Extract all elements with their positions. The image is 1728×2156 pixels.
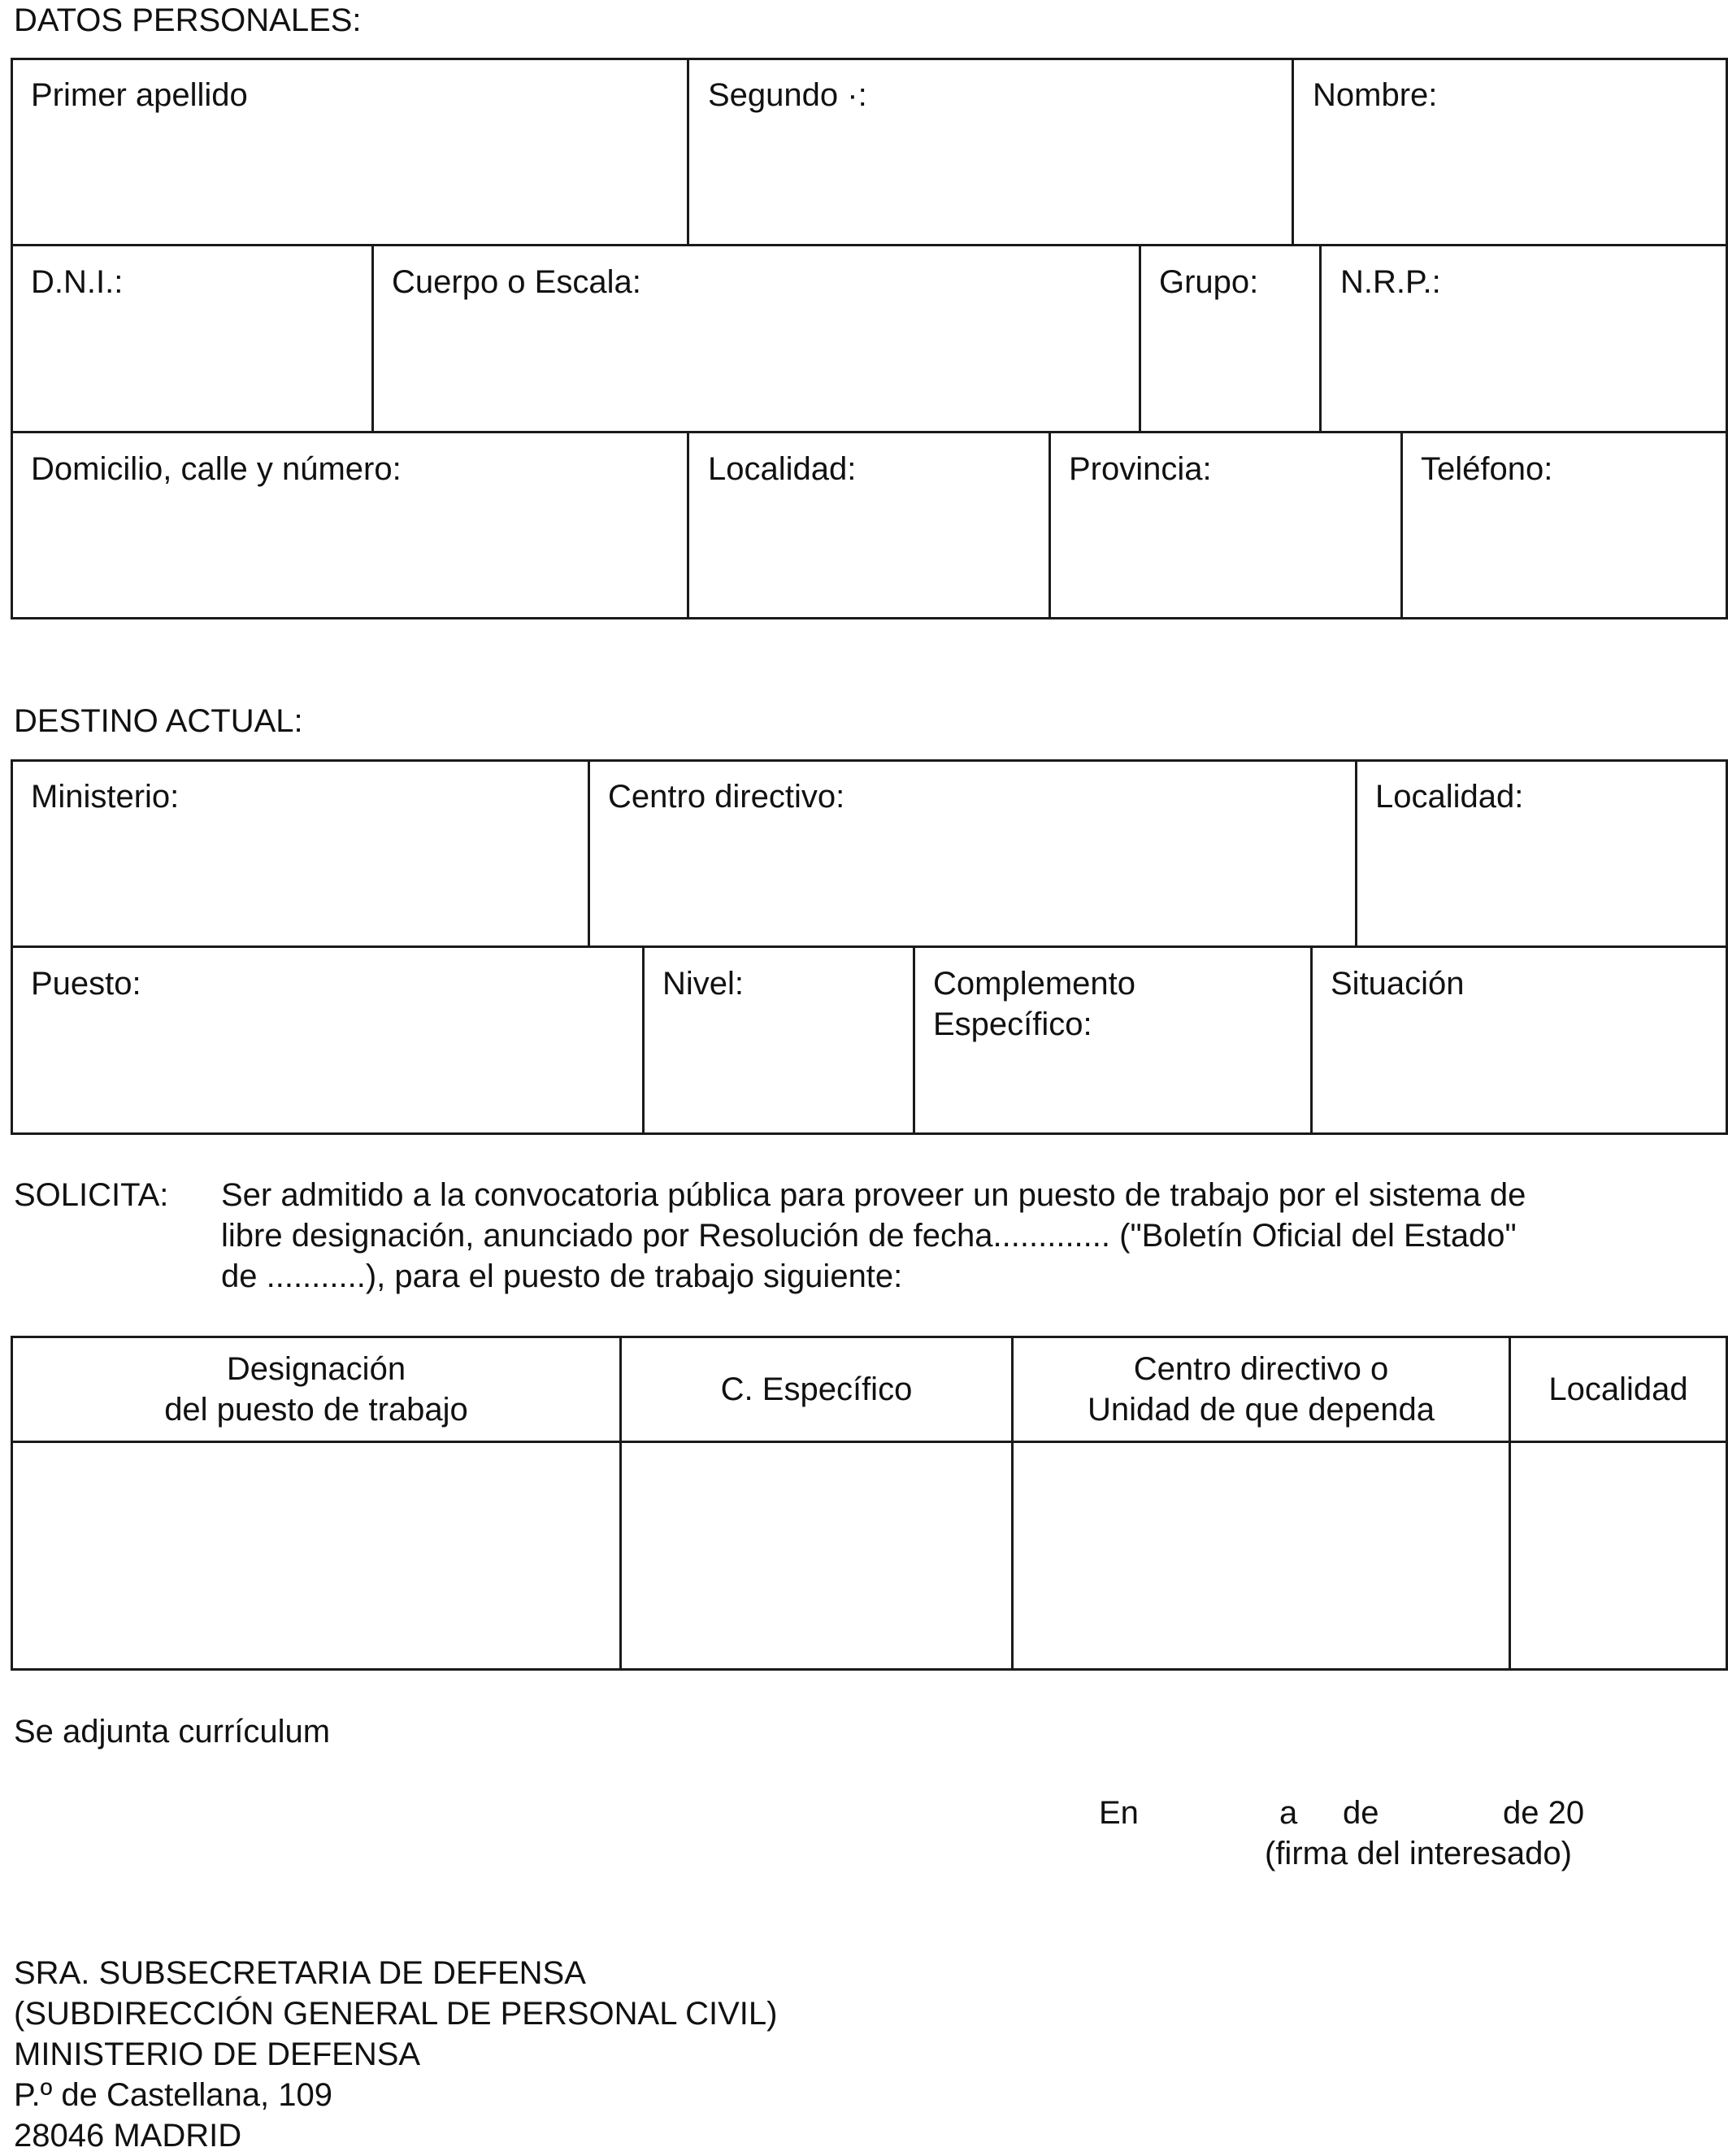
row-divider xyxy=(11,431,1728,433)
address-line: P.º de Castellana, 109 xyxy=(14,2077,332,2113)
col-divider xyxy=(371,244,374,433)
field-provincia[interactable]: Provincia: xyxy=(1069,451,1212,487)
field-primer-apellido[interactable]: Primer apellido xyxy=(31,77,248,113)
col-divider xyxy=(687,431,689,619)
field-centro-directivo[interactable]: Centro directivo: xyxy=(608,779,845,815)
input-centro-directivo[interactable] xyxy=(1014,1443,1509,1668)
address-line: 28046 MADRID xyxy=(14,2118,242,2154)
col-divider xyxy=(1400,431,1403,619)
field-complemento-especifico[interactable] xyxy=(933,963,1135,1045)
col-divider xyxy=(1139,244,1141,433)
address-line: MINISTERIO DE DEFENSA xyxy=(14,2036,421,2072)
field-nivel[interactable]: Nivel: xyxy=(662,966,745,1002)
field-destino-localidad[interactable]: Localidad: xyxy=(1375,779,1524,815)
field-telefono[interactable]: Teléfono: xyxy=(1421,451,1553,487)
field-localidad[interactable]: Localidad: xyxy=(708,451,857,487)
complemento-line2: Específico: xyxy=(933,1006,1092,1042)
firma-en: En xyxy=(1099,1795,1139,1831)
row-divider xyxy=(11,945,1728,948)
solicita-label: SOLICITA: xyxy=(14,1177,169,1213)
firma-de-20: de 20 xyxy=(1503,1795,1585,1831)
field-nombre[interactable]: Nombre: xyxy=(1313,77,1438,113)
header-c-especifico-label: C. Específico xyxy=(720,1371,913,1407)
datos-personales-table xyxy=(11,58,1728,619)
col-divider xyxy=(642,945,645,1135)
col-divider xyxy=(1355,759,1357,947)
col-divider xyxy=(1292,58,1294,246)
field-cuerpo-escala[interactable]: Cuerpo o Escala: xyxy=(392,264,641,300)
solicita-line2: libre designación, anunciado por Resolución de fecha............. ("Boletín Oficial del Estado" xyxy=(221,1218,1517,1254)
header-localidad xyxy=(1511,1338,1726,1441)
field-segundo-apellido[interactable]: Segundo ·: xyxy=(708,77,867,113)
col-divider xyxy=(1310,945,1313,1135)
address-line: (SUBDIRECCIÓN GENERAL DE PERSONAL CIVIL) xyxy=(14,1996,778,2032)
header-designacion-line1: Designación xyxy=(226,1351,406,1387)
address-line: SRA. SUBSECRETARIA DE DEFENSA xyxy=(14,1955,586,1991)
field-situacion[interactable]: Situación xyxy=(1331,966,1465,1002)
col-divider xyxy=(588,759,590,947)
header-centro-line1: Centro directivo o xyxy=(1133,1351,1389,1387)
header-designacion-line2: del puesto de trabajo xyxy=(164,1392,468,1428)
col-divider xyxy=(1049,431,1051,619)
solicita-line3: de ...........), para el puesto de trabajo siguiente: xyxy=(221,1258,903,1294)
input-c-especifico[interactable] xyxy=(622,1443,1011,1668)
section-heading-destino-actual: DESTINO ACTUAL: xyxy=(14,703,303,739)
header-designacion xyxy=(13,1338,619,1441)
header-localidad-label: Localidad xyxy=(1548,1371,1688,1407)
destinatario-address xyxy=(14,1953,777,2156)
row-divider xyxy=(11,244,1728,246)
firma-de: de xyxy=(1343,1795,1379,1831)
input-designacion[interactable] xyxy=(13,1443,619,1668)
col-divider xyxy=(1319,244,1322,433)
header-centro-directivo xyxy=(1014,1338,1509,1441)
solicita-line1: Ser admitido a la convocatoria pública para proveer un puesto de trabajo por el sistema de xyxy=(221,1177,1526,1213)
field-dni[interactable]: D.N.I.: xyxy=(31,264,124,300)
solicita-text xyxy=(221,1175,1700,1297)
header-centro-line2: Unidad de que dependa xyxy=(1087,1392,1435,1428)
col-divider xyxy=(913,945,915,1135)
field-grupo[interactable]: Grupo: xyxy=(1159,264,1259,300)
field-nrp[interactable]: N.R.P.: xyxy=(1340,264,1441,300)
complemento-line1: Complemento xyxy=(933,966,1136,1002)
col-divider xyxy=(687,58,689,246)
field-domicilio[interactable]: Domicilio, calle y número: xyxy=(31,451,402,487)
section-heading-datos-personales: DATOS PERSONALES: xyxy=(14,2,362,38)
field-puesto[interactable]: Puesto: xyxy=(31,966,141,1002)
firma-interesado: (firma del interesado) xyxy=(1265,1836,1572,1871)
header-c-especifico xyxy=(622,1338,1011,1441)
firma-a: a xyxy=(1279,1795,1298,1831)
field-ministerio[interactable]: Ministerio: xyxy=(31,779,180,815)
adjunta-curriculum: Se adjunta currículum xyxy=(14,1714,331,1750)
input-localidad[interactable] xyxy=(1511,1443,1726,1668)
